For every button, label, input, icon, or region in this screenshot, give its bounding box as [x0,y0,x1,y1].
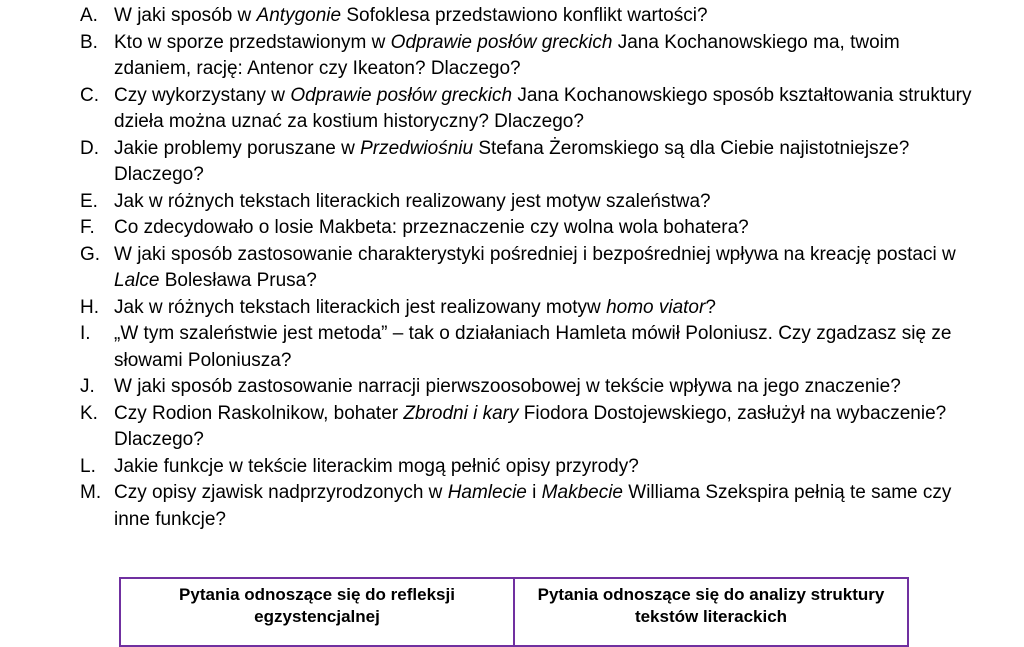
question-letter: F. [80,217,95,238]
italic-title: Hamlecie [447,482,527,503]
text-segment: Jakie funkcje w tekście literackim mogą pełnić opisy przyrody? [114,455,639,477]
text-segment: Co zdecydowało o losie Makbeta: przeznaczenie czy wolna wola bohatera? [114,217,749,238]
text-segment: Czy wykorzystany w [114,84,291,106]
question-text [114,30,980,83]
header-line: Pytania odnoszące się do analizy struktury [537,585,885,604]
text-segment: Stefana Żeromskiego są dla Ciebie najistotniejsze? Dlaczego? [114,137,910,185]
question-letter: K. [80,402,98,424]
question-text [114,374,980,401]
category-table [119,577,909,647]
question-item [80,30,980,83]
table-header-structure [513,579,907,645]
question-item [80,136,980,189]
question-item [80,401,980,454]
text-segment: Jana Kochanowskiego sposób kształtowania struktury dzieła można uznać za kostium historyczny? Dlaczego? [114,84,972,132]
question-item [80,480,980,533]
text-segment: ? [705,296,716,318]
text-segment: Fiodora Dostojewskiego, zasłużył na wybaczenie? Dlaczego? [114,402,947,450]
question-text [114,83,980,136]
question-text [114,215,980,242]
italic-title: Makbecie [541,482,623,503]
question-letter: D. [80,137,99,159]
question-letter: M. [80,482,102,503]
text-segment: Jakie problemy poruszane w [114,137,361,159]
italic-title: Lalce [114,270,160,291]
question-text [114,401,980,454]
question-letter: A. [80,5,98,26]
question-text [114,454,980,481]
text-segment: Jana Kochanowskiego ma, twoim zdaniem, rację: Antenor czy Ikeaton? Dlaczego? [114,31,900,79]
text-segment: Czy Rodion Raskolnikow, bohater [114,402,404,424]
text-segment: Jak w różnych tekstach literackich jest realizowany motyw [114,296,607,318]
question-letter: I. [80,323,91,344]
text-segment: Kto w sporze przedstawionym w [114,31,391,53]
italic-title: Przedwiośniu [360,137,474,159]
text-segment: Williama Szekspira pełnią te same czy inne funkcje? [114,482,952,530]
question-text [114,480,980,533]
question-item [80,374,980,401]
table-header-existential [121,579,513,645]
question-letter: G. [80,243,101,265]
question-item [80,83,980,136]
text-segment: i [526,482,542,503]
question-text [114,321,980,374]
text-segment: Jak w różnych tekstach literackich realizowany jest motyw szaleństwa? [114,190,711,212]
text-segment: W jaki sposób w [114,5,257,26]
question-text [114,136,980,189]
text-segment: W jaki sposób zastosowanie charakterystyki pośredniej i bezpośredniej wpływa na kreację postaci w [114,243,956,265]
header-line: egzystencjalnej [254,607,380,626]
question-letter: H. [80,296,99,318]
question-item [80,3,980,30]
italic-title: Odprawie posłów greckich [290,84,513,106]
italic-title: Odprawie posłów greckich [390,31,613,53]
italic-title: Antygonie [256,5,342,26]
question-item [80,189,980,216]
question-text [114,3,980,30]
text-segment: W jaki sposób zastosowanie narracji pierwszoosobowej w tekście wpływa na jego znaczenie? [114,376,901,397]
italic-title: Zbrodni i kary [403,402,519,424]
question-letter: C. [80,84,99,106]
text-segment: Sofoklesa przedstawiono konflikt wartości? [341,5,708,26]
question-item [80,295,980,322]
text-segment: Bolesława Prusa? [159,270,317,291]
question-letter: J. [80,376,95,397]
question-letter: L. [80,455,96,477]
text-segment: „W tym szaleństwie jest metoda” – tak o działaniach Hamleta mówił Poloniusz. Czy zgadzasz się ze słowami Poloniusza? [114,323,952,371]
question-letter: B. [80,31,98,53]
question-item [80,454,980,481]
question-list [80,3,980,533]
question-letter: E. [80,190,98,212]
question-text [114,242,980,295]
question-item [80,242,980,295]
text-segment: Czy opisy zjawisk nadprzyrodzonych w [114,482,448,503]
italic-title: homo viator [606,296,706,318]
header-line: Pytania odnoszące się do refleksji [179,585,455,604]
question-item [80,215,980,242]
header-line: tekstów literackich [634,607,788,626]
question-item [80,321,980,374]
question-text [114,295,980,322]
question-text [114,189,980,216]
